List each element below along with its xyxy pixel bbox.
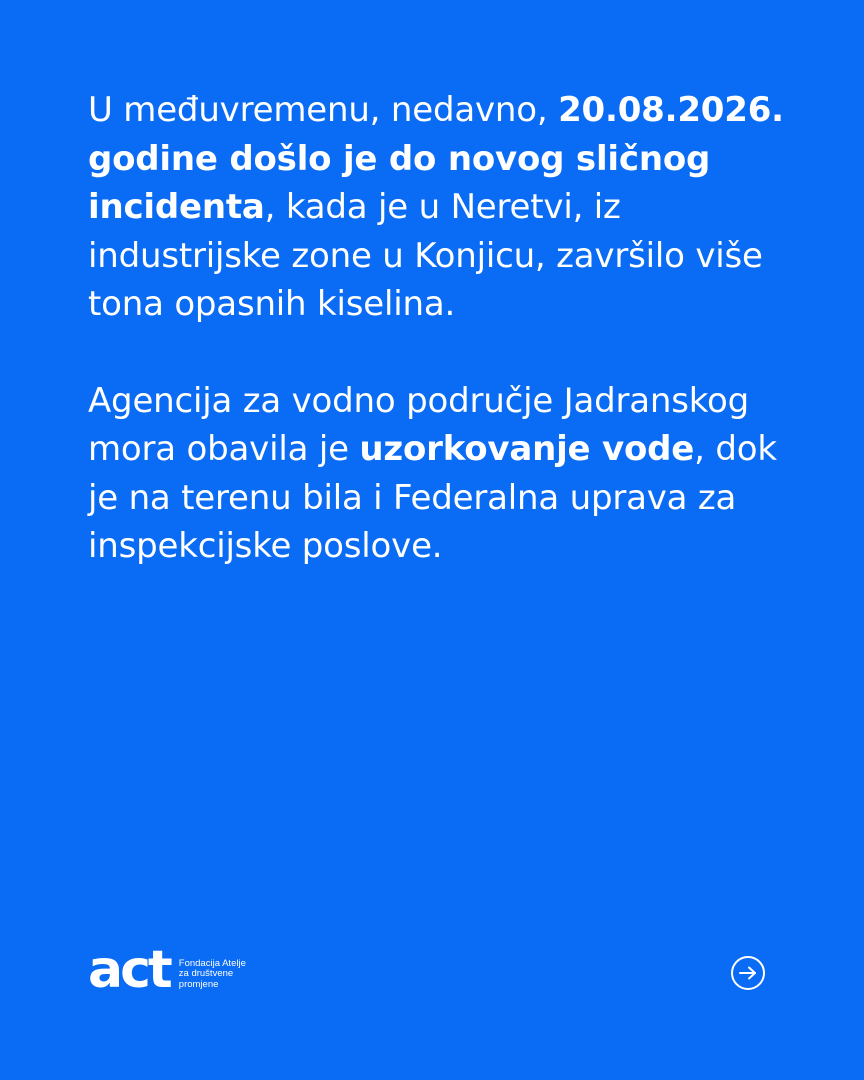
logo-subtitle bbox=[179, 959, 246, 991]
logo-subtitle-line1: Fondacija Atelje bbox=[178, 957, 246, 969]
act-logo bbox=[88, 940, 246, 1000]
logo-subtitle-line3: promjene bbox=[178, 978, 219, 990]
paragraph-agency-intro: Agencija za vodno područje Jadranskog mora obavila je bbox=[88, 380, 750, 469]
paragraph-incident-rest: , kada je u Neretvi, iz industrijske zone u Konjicu, završilo više tona opasnih kiselina. bbox=[88, 187, 763, 324]
arrow-right-icon bbox=[739, 966, 757, 980]
paragraph-agency-highlight: uzorkovanje vode bbox=[359, 429, 695, 469]
main-content bbox=[88, 86, 788, 571]
next-button[interactable] bbox=[731, 956, 765, 990]
paragraph-incident-intro: U međuvremenu, nedavno, bbox=[88, 90, 559, 130]
paragraph-agency bbox=[88, 377, 788, 571]
paragraph-incident bbox=[88, 86, 788, 329]
paragraph-incident-highlight: 20.08.2026. godine došlo je do novog sličnog incidenta bbox=[88, 90, 784, 227]
paragraph-agency-rest: , dok je na terenu bila i Federalna uprava za inspekcijske poslove. bbox=[88, 429, 777, 566]
logo-subtitle-line2: za društvene bbox=[178, 968, 234, 979]
logo-wordmark: act bbox=[88, 940, 170, 1000]
